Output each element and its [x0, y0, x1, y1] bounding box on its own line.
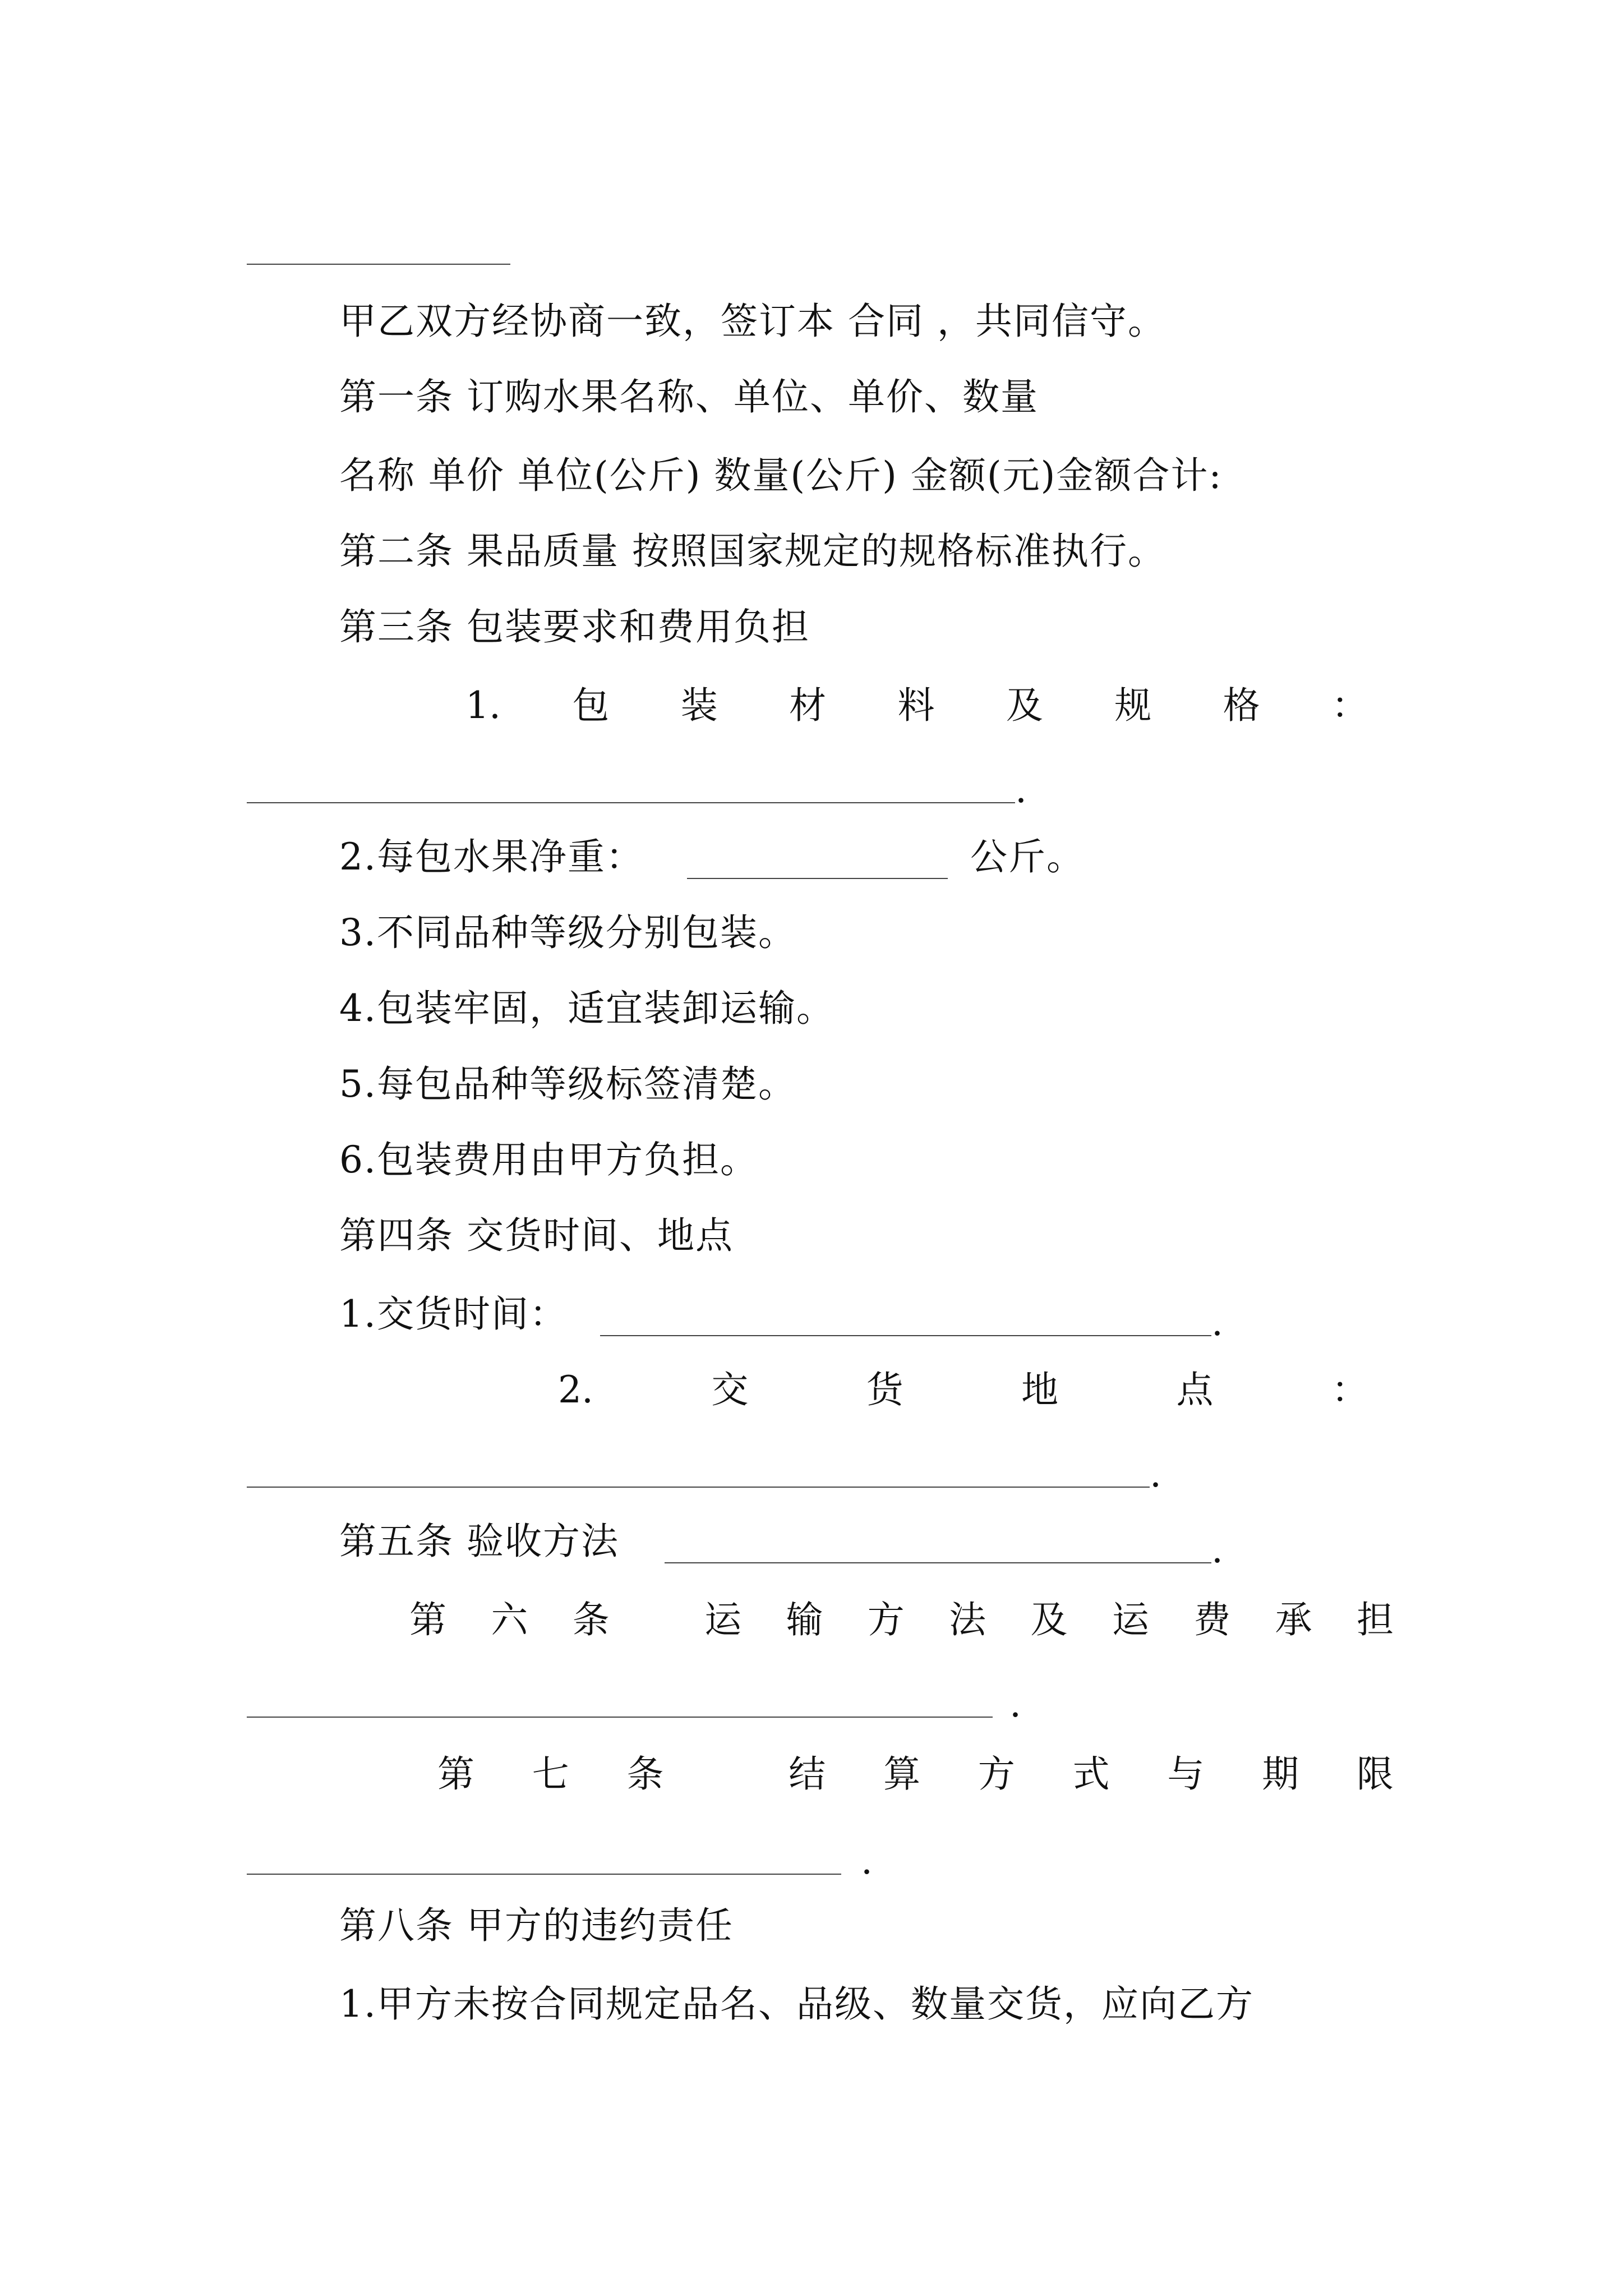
spread-char: 运: [1112, 1598, 1149, 1641]
article-4-item-1-label: 1.交货时间：: [339, 1292, 568, 1336]
spread-char: 限: [1356, 1752, 1394, 1796]
article-1-header: 名称 单价 单位(公斤) 数量(公斤) 金额(元)金额合计:: [339, 454, 1223, 497]
article-3-item-5: 5.每包品种等级标签清楚。: [339, 1062, 796, 1106]
intro-paragraph: 甲乙双方经协商一致，签订本 合同 ，共同信守。: [339, 300, 1166, 343]
article-5-label: 第五条 验收方法: [339, 1520, 619, 1563]
spread-char: 装: [680, 684, 718, 727]
spread-char: 期: [1262, 1752, 1299, 1796]
spread-char: 点: [1176, 1368, 1214, 1411]
spread-char: 第: [437, 1752, 474, 1796]
spread-char: 算: [883, 1752, 921, 1796]
spread-char: 与: [1167, 1752, 1205, 1796]
spread-char: 及: [1030, 1598, 1068, 1641]
line-end-period: .: [1150, 1452, 1163, 1496]
article-3-title: 第三条 包装要求和费用负担: [339, 605, 810, 648]
spread-char: 结: [789, 1752, 826, 1796]
article-3-item-2-label: 2.每包水果净重：: [339, 835, 644, 878]
article-3-item-4: 4.包装牢固，适宜装卸运输。: [339, 987, 834, 1030]
blank-delivery-time: [600, 1335, 1211, 1336]
top-rule: [247, 264, 510, 265]
spread-char: 六: [491, 1598, 528, 1641]
blank-packaging-material: [247, 802, 1015, 803]
spread-char: ：: [1331, 1368, 1368, 1411]
spread-char: 方: [978, 1752, 1015, 1796]
blank-delivery-place: [247, 1487, 1150, 1488]
article-3-item-6: 6.包装费用由甲方负担。: [339, 1138, 758, 1181]
spread-char: 承: [1275, 1598, 1312, 1641]
article-6: [409, 1598, 1394, 1641]
spread-char: 方: [867, 1598, 905, 1641]
spread-char: 第: [409, 1598, 446, 1641]
spread-char: 输: [786, 1598, 823, 1641]
spread-char: 料: [897, 684, 935, 727]
line-end-period: .: [1015, 768, 1028, 811]
spread-char: 及: [1006, 684, 1043, 727]
spread-char: 材: [789, 684, 827, 727]
article-2: 第二条 果品质量 按照国家规定的规格标准执行。: [339, 530, 1166, 573]
spread-char: 2.: [558, 1368, 593, 1411]
line-end-period: .: [1211, 1301, 1224, 1344]
spread-char: 1.: [465, 684, 501, 727]
article-8-title: 第八条 甲方的违约责任: [339, 1904, 734, 1947]
spread-char: 规: [1114, 684, 1152, 727]
spread-char: 条: [572, 1598, 610, 1641]
spread-char: 七: [532, 1752, 569, 1796]
article-4-title: 第四条 交货时间、地点: [339, 1214, 734, 1257]
spread-char: 条: [626, 1752, 664, 1796]
spread-char: 式: [1072, 1752, 1110, 1796]
article-4-item-2: [558, 1368, 1368, 1411]
article-8-item-1: 1.甲方未按合同规定品名、品级、数量交货，应向乙方: [339, 1982, 1254, 2026]
article-7: [437, 1752, 1394, 1796]
spread-char: 包: [572, 684, 610, 727]
spread-char: 运: [704, 1598, 742, 1641]
blank-acceptance-method: [665, 1562, 1211, 1563]
blank-net-weight: [687, 878, 948, 879]
spread-char: 费: [1193, 1598, 1231, 1641]
line-end-period: .: [861, 1839, 874, 1883]
article-1-title: 第一条 订购水果名称、单位、单价、数量: [339, 375, 1039, 418]
blank-transport-method: [247, 1717, 993, 1718]
line-end-period: .: [1211, 1528, 1224, 1571]
spread-char: 格: [1223, 684, 1260, 727]
line-end-period: .: [1009, 1682, 1022, 1726]
article-3-item-1: [465, 684, 1368, 727]
blank-settlement-method: [247, 1874, 841, 1875]
spread-char: 货: [866, 1368, 903, 1411]
spread-char: 担: [1356, 1598, 1394, 1641]
spread-char: 地: [1021, 1368, 1059, 1411]
spread-char: ：: [1331, 684, 1368, 727]
article-3-item-2-unit: 公斤。: [970, 835, 1085, 878]
article-3-item-3: 3.不同品种等级分别包装。: [339, 911, 796, 954]
spread-char: 交: [711, 1368, 749, 1411]
spread-char: 法: [949, 1598, 986, 1641]
